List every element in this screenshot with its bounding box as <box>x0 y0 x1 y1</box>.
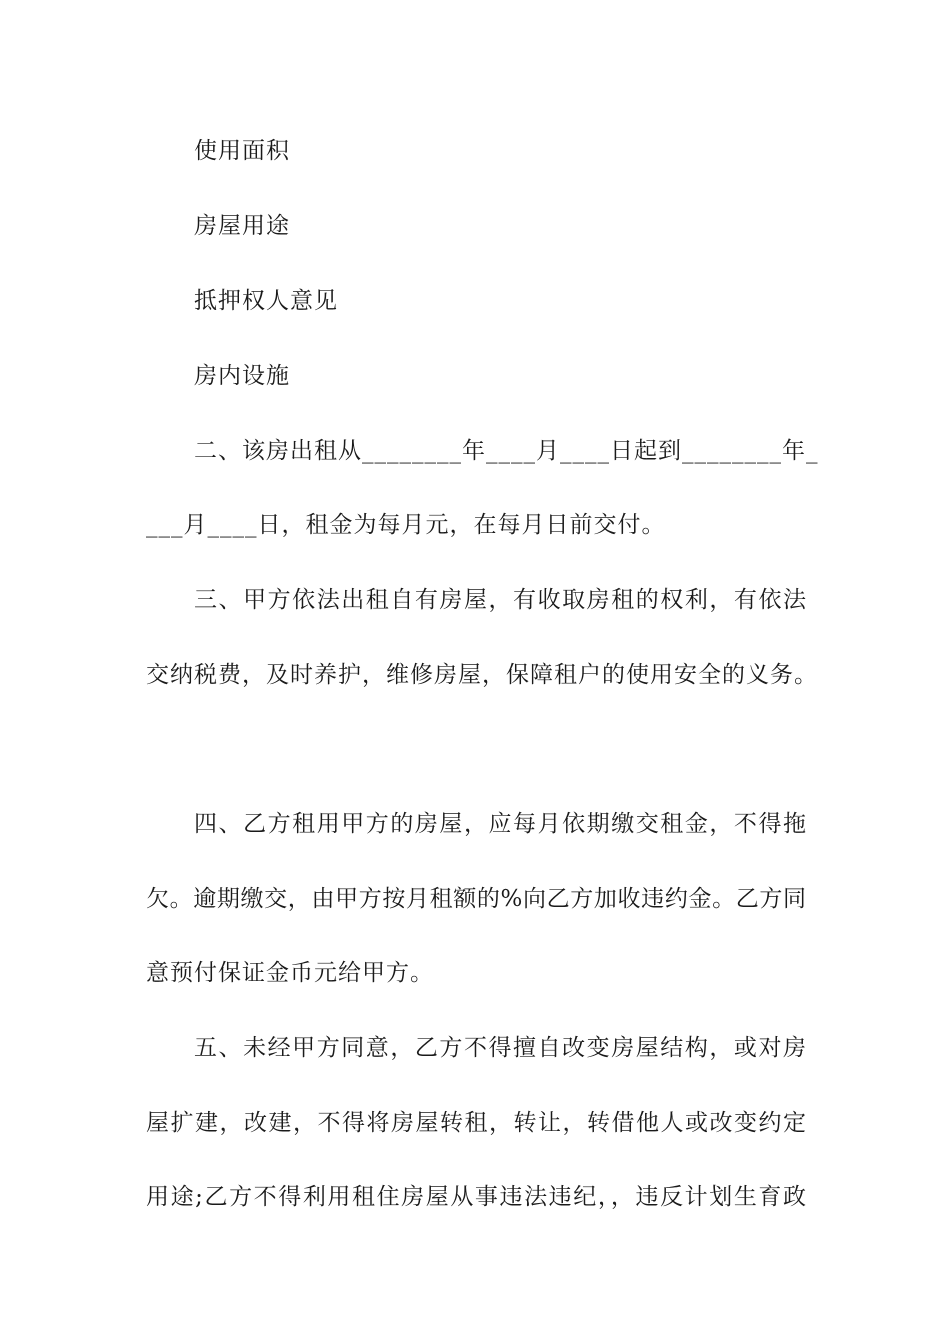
clause-3-line-1: 三、甲方依法出租自有房屋，有收取房租的权利，有依法 <box>194 587 806 613</box>
clause-5-line-1: 五、未经甲方同意，乙方不得擅自改变房屋结构，或对房 <box>194 1035 806 1061</box>
clause-4-line-1: 四、乙方租用甲方的房屋，应每月依期缴交租金，不得拖 <box>194 811 806 837</box>
clause-5-line-2: 屋扩建，改建，不得将房屋转租，转让，转借他人或改变约定 <box>146 1110 806 1136</box>
clause-5-line-3: 用途;乙方不得利用租住房屋从事违法违纪，，违反计划生育政 <box>146 1184 806 1210</box>
clause-4-line-2: 欠。逾期缴交，由甲方按月租额的%向乙方加收违约金。乙方同 <box>146 886 806 912</box>
field-house-use: 房屋用途 <box>194 213 290 239</box>
field-mortgagee-opinion: 抵押权人意见 <box>194 288 338 314</box>
clause-4-line-3: 意预付保证金币元给甲方。 <box>146 960 434 986</box>
field-usable-area: 使用面积 <box>194 138 290 164</box>
clause-2-line-2: ___月____日，租金为每月元，在每月日前交付。 <box>146 512 666 538</box>
clause-2-line-1: 二、该房出租从________年____月____日起到________年_ <box>194 438 819 464</box>
clause-3-line-2: 交纳税费，及时养护，维修房屋，保障租户的使用安全的义务。 <box>146 662 818 688</box>
field-indoor-facilities: 房内设施 <box>194 363 290 389</box>
